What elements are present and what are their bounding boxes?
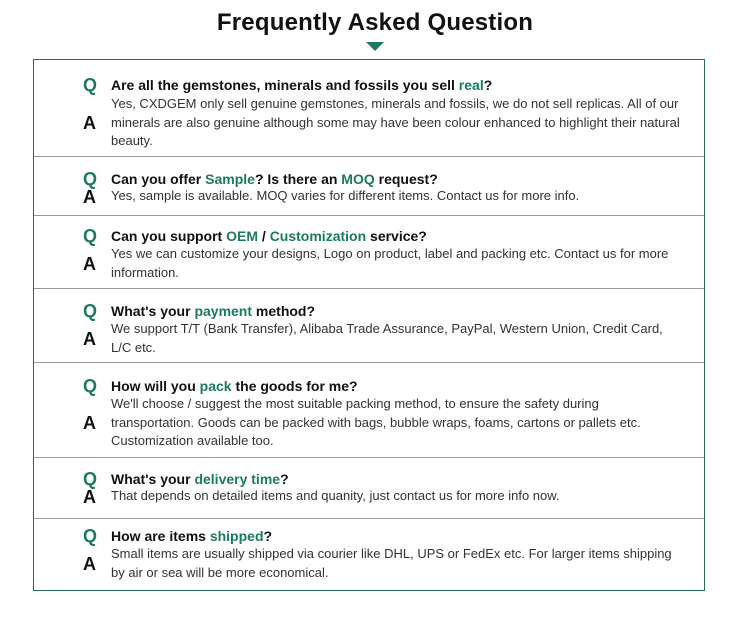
a-marker: A xyxy=(83,187,96,207)
question-highlight: delivery time xyxy=(194,471,281,487)
page-title: Frequently Asked Question xyxy=(216,9,534,36)
question-highlight: payment xyxy=(194,303,253,319)
faq-item-oem xyxy=(34,216,704,289)
faq-answer: Yes, sample is available. MOQ varies for different items. Contact us for more info. xyxy=(111,188,580,203)
q-marker: Q xyxy=(83,75,98,95)
faq-item-delivery xyxy=(34,458,704,519)
q-marker: Q xyxy=(83,301,98,321)
faq-list xyxy=(33,59,705,591)
faq-item-payment xyxy=(34,289,704,363)
faq-item-shipped xyxy=(34,519,704,590)
q-marker: Q xyxy=(83,526,98,546)
q-marker: Q xyxy=(83,376,98,396)
faq-item-sample xyxy=(34,157,704,216)
a-marker: A xyxy=(83,329,96,349)
question-highlight: real xyxy=(458,77,484,93)
question-highlight: shipped xyxy=(209,528,264,544)
faq-answer: We'll choose / suggest the most suitable packing method, to ensure the safety during transportation. Goods can be packed with bags, bubble wraps, foams, cartons or pallets etc. Customization available too. xyxy=(111,396,641,448)
faq-answer: Yes, CXDGEM only sell genuine gemstones, minerals and fossils, we do not sell replicas. All of our minerals are also genuine although some may have been colour enhanced to highlight their natural beauty. xyxy=(111,96,680,148)
question-highlight: OEM xyxy=(226,228,259,244)
faq-question: How will you pack the goods for me? xyxy=(111,378,358,394)
faq-question: Can you offer Sample? Is there an MOQ request? xyxy=(111,171,438,187)
a-marker: A xyxy=(83,413,96,433)
faq-question: Are all the gemstones, minerals and fossils you sell real? xyxy=(111,77,493,93)
question-highlight: Sample xyxy=(205,171,255,187)
question-highlight: pack xyxy=(199,378,232,394)
faq-answer: We support T/T (Bank Transfer), Alibaba Trade Assurance, PayPal, Western Union, Credit Card, L/C etc. xyxy=(111,321,663,355)
faq-question: What's your payment method? xyxy=(111,303,316,319)
faq-answer: Yes we can customize your designs, Logo on product, label and packing etc. Contact us for more information. xyxy=(111,246,669,280)
q-marker: Q xyxy=(83,226,98,246)
faq-question: Can you support OEM / Customization service? xyxy=(111,228,427,244)
a-marker: A xyxy=(83,487,96,507)
faq-item-pack xyxy=(34,363,704,458)
faq-header xyxy=(0,8,750,51)
faq-item-real xyxy=(34,60,704,157)
faq-question: How are items shipped? xyxy=(111,528,273,544)
question-highlight: MOQ xyxy=(341,171,375,187)
triangle-down-icon xyxy=(366,42,384,51)
faq-answer: That depends on detailed items and quanity, just contact us for more info now. xyxy=(111,488,560,503)
faq-question: What's your delivery time? xyxy=(111,471,289,487)
a-marker: A xyxy=(83,554,96,574)
a-marker: A xyxy=(83,254,96,274)
question-highlight: Customization xyxy=(269,228,367,244)
q-marker: Q xyxy=(83,169,98,189)
q-marker: Q xyxy=(83,469,98,489)
a-marker: A xyxy=(83,113,96,133)
faq-answer: Small items are usually shipped via courier like DHL, UPS or FedEx etc. For larger items shipping by air or sea will be more economical. xyxy=(111,546,672,580)
